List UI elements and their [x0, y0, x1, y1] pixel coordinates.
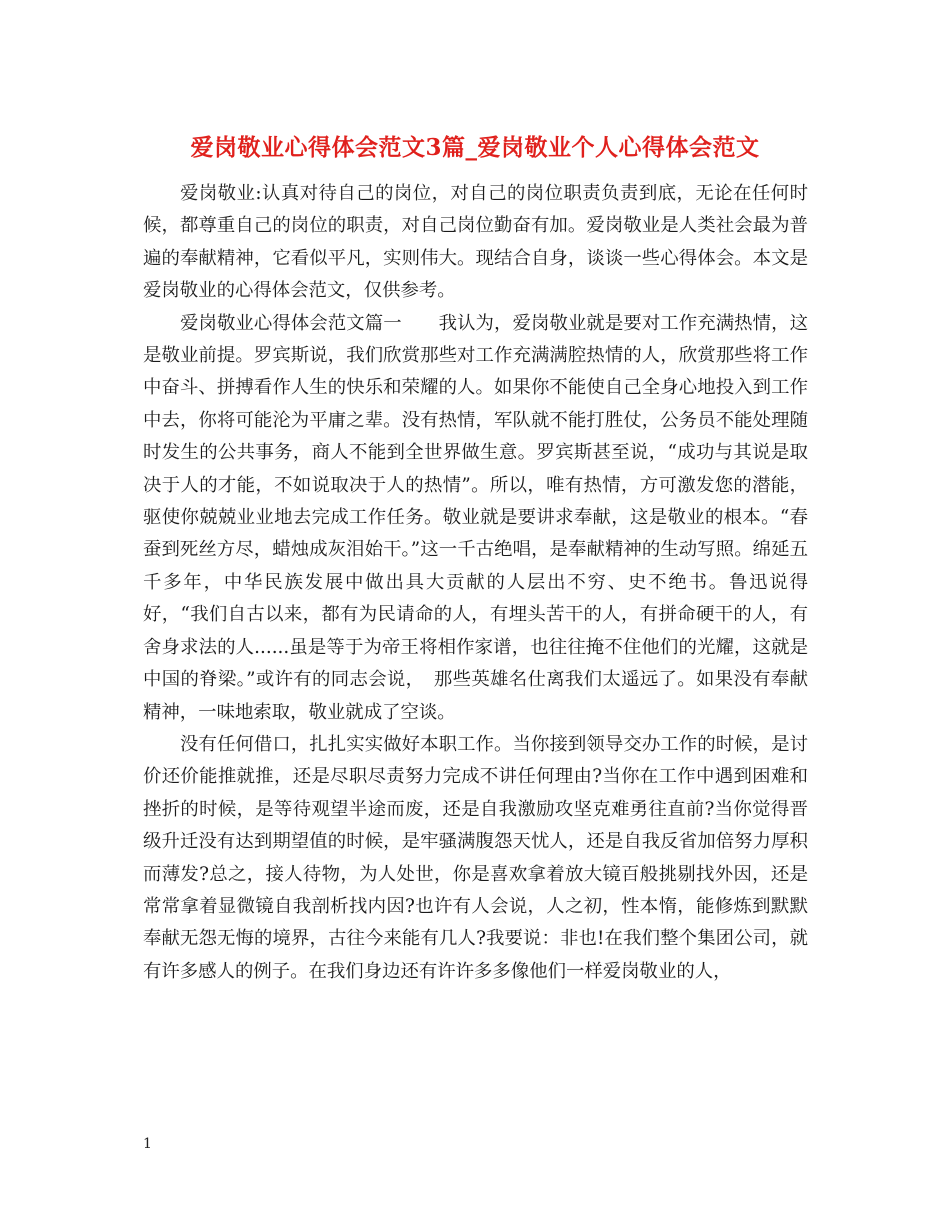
paragraph-intro: 爱岗敬业:认真对待自己的岗位，对自己的岗位职责负责到底，无论在任何时候，都尊重自己的岗位的职责，对自己岗位勤奋有加。爱岗敬业是人类社会最为普遍的奉献精神，它看似平凡，实则伟大。现结合自身，谈谈一些心得体会。本文是爱岗敬业的心得体会范文，仅供参考。 [143, 183, 808, 302]
document-body [143, 178, 808, 988]
document-title: 爱岗敬业心得体会范文3篇_爱岗敬业个人心得体会范文 [190, 134, 760, 161]
page-number: 1 [143, 1136, 152, 1152]
paragraph-essay-one: 爱岗敬业心得体会范文篇一 我认为，爱岗敬业就是要对工作充满热情，这是敬业前提。罗宾斯说，我们欣赏那些对工作充满满腔热情的人，欣赏那些将工作中奋斗、拼搏看作人生的快乐和荣耀的人。如果你不能使自己全身心地投入到工作中去，你将可能沦为平庸之辈。没有热情，军队就不能打胜仗，公务员不能处理随时发生的公共事务，商人不能到全世界做生意。罗宾斯甚至说，“成功与其说是取决于人的才能，不如说取决于人的热情”。所以，唯有热情，方可激发您的潜能，驱使你兢兢业业地去完成工作任务。敬业就是要讲求奉献，这是敬业的根本。“春蚕到死丝方尽，蜡烛成灰泪始干。”这一千古绝唱，是奉献精神的生动写照。绵延五千多年，中华民族发展中做出具大贡献的人层出不穷、史不绝书。鲁迅说得好，“我们自古以来，都有为民请命的人，有埋头苦干的人，有拼命硬干的人，有舍身求法的人......虽是等于为帝王将相作家谱，也往往掩不住他们的光耀，这就是中国的脊梁。”或许有的同志会说， 那些英雄名仕离我们太遥远了。如果没有奉献精神，一味地索取，敬业就成了空谈。 [143, 312, 808, 723]
paragraph-no-excuses: 没有任何借口，扎扎实实做好本职工作。当你接到领导交办工作的时候，是讨价还价能推就推，还是尽职尽责努力完成不讲任何理由?当你在工作中遇到困难和挫折的时候，是等待观望半途而废，还是自我激励攻坚克难勇往直前?当你觉得晋级升迁没有达到期望值的时候，是牢骚满腹怨天忧人，还是自我反省加倍努力厚积而薄发?总之，接人待物，为人处世，你是喜欢拿着放大镜百般挑剔找外因，还是常常拿着显微镜自我剖析找内因?也许有人会说，人之初，性本惰，能修炼到默默奉献无怨无悔的境界，古往今来能有几人?我要说：非也!在我们整个集团公司，就有许多感人的例子。在我们身边还有许许多多像他们一样爱岗敬业的人， [143, 733, 808, 982]
